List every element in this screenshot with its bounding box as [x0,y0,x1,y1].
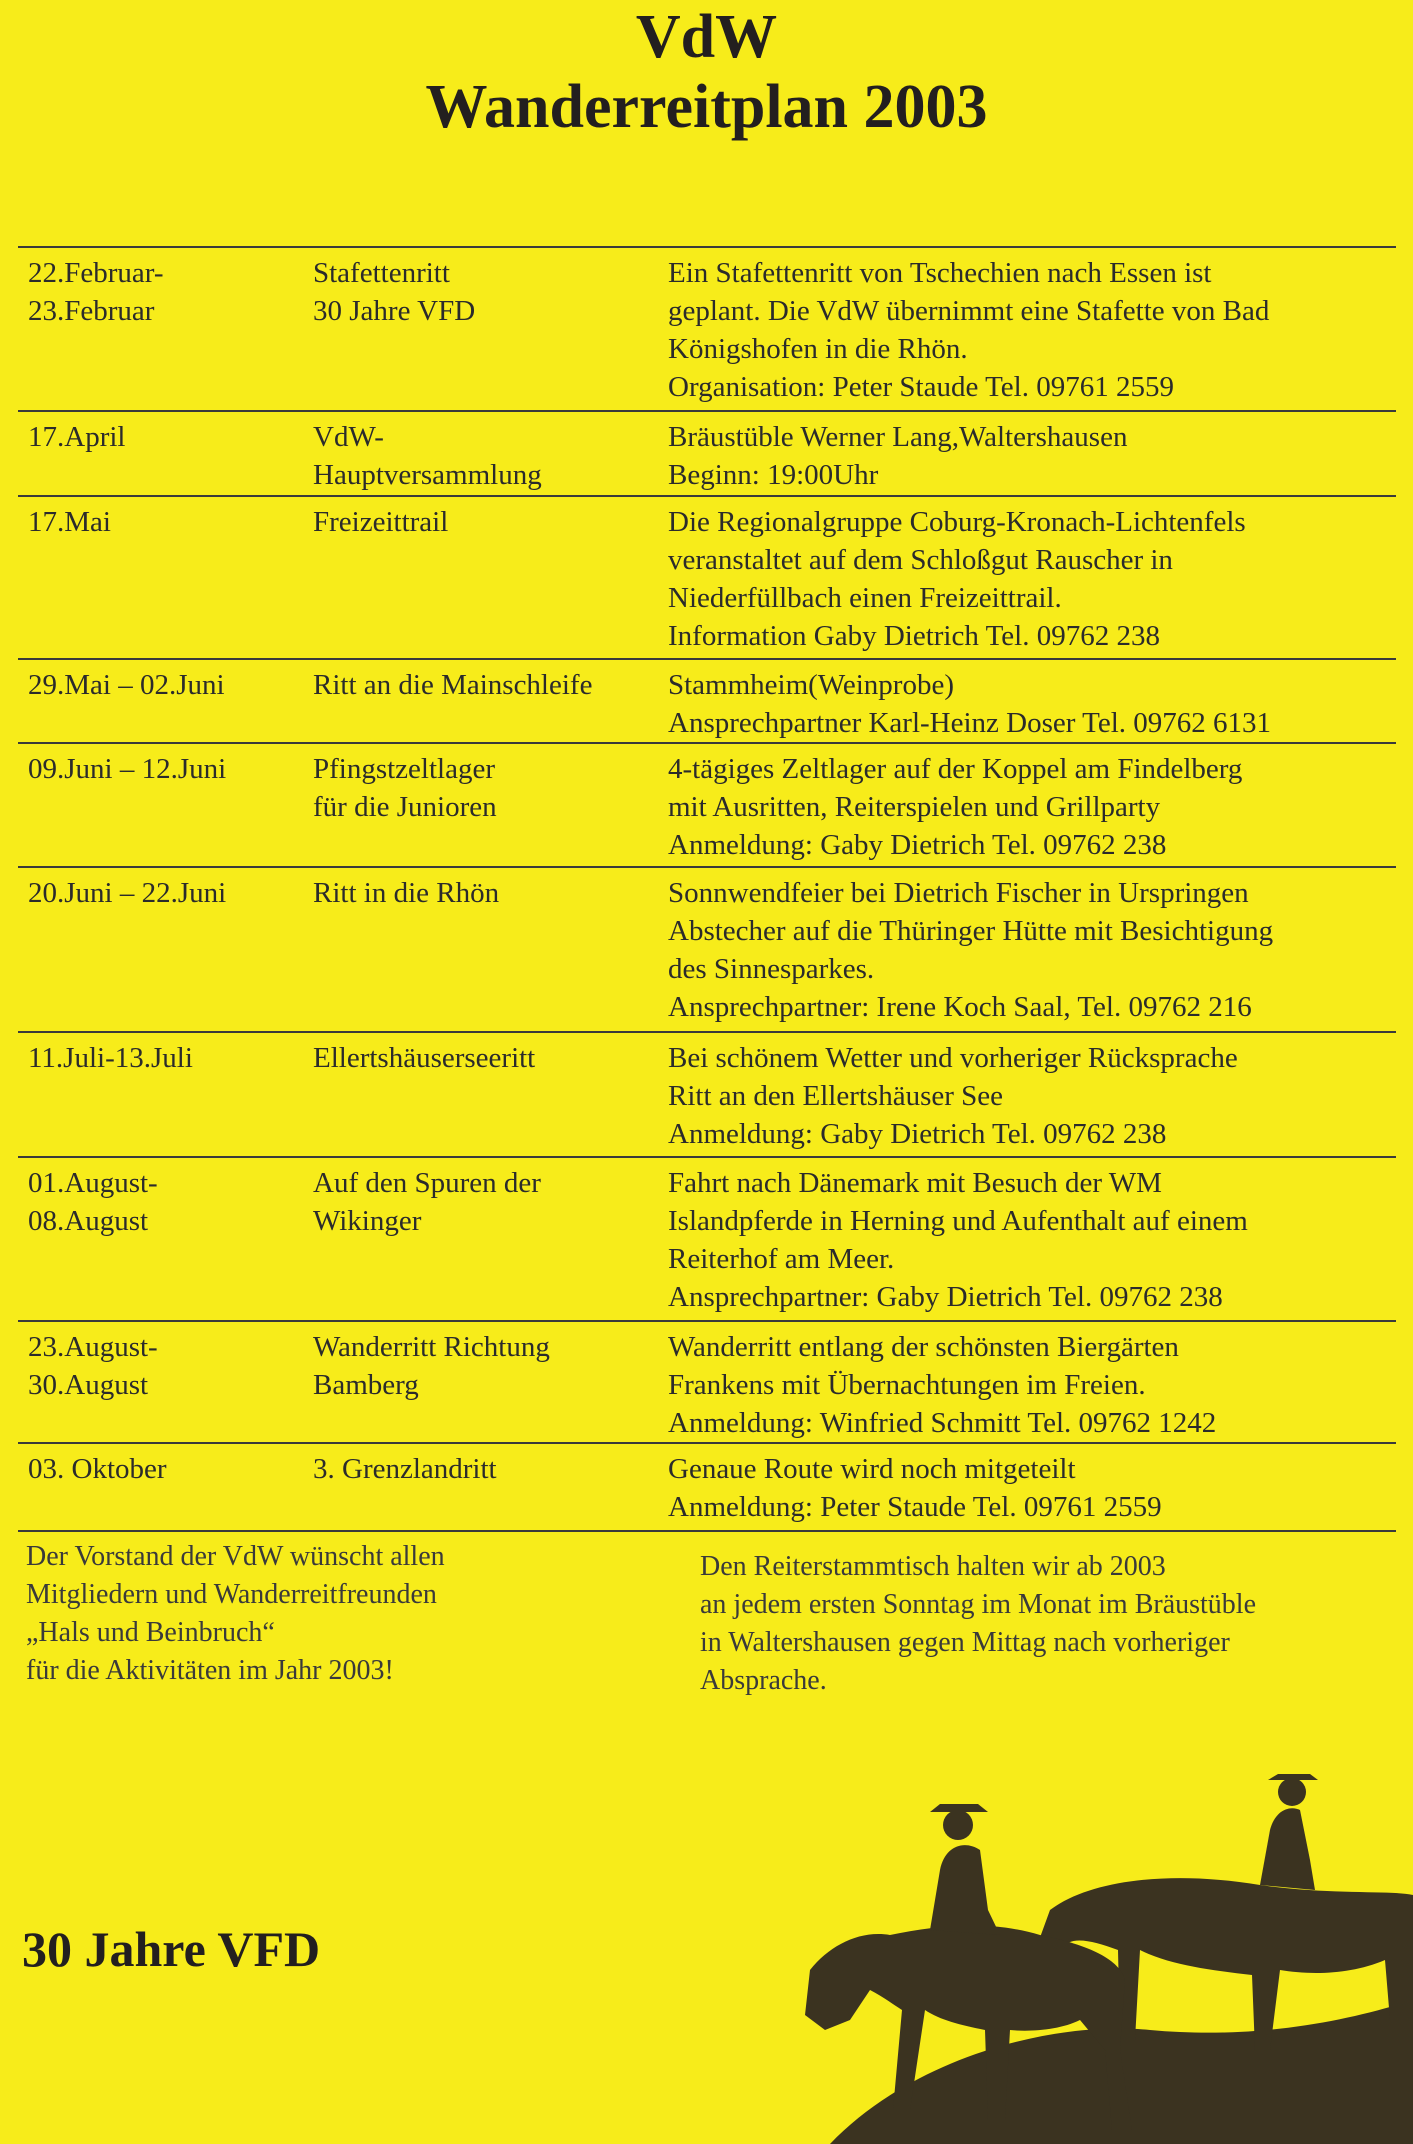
event-description: Genaue Route wird noch mitgeteilt Anmeldung: Peter Staude Tel. 09761 2559 [668,1453,1162,1523]
table-row [18,1031,1396,1156]
event-title: 3. Grenzlandritt [313,1453,497,1485]
stammtisch-note: Den Reiterstammtisch halten wir ab 2003 an jedem ersten Sonntag im Monat im Bräustüble in Waltershausen gegen Mittag nach vorheriger Absprache. [700,1551,1257,1696]
event-date: 11.Juli-13.Juli [28,1042,193,1074]
event-date: 20.Juni – 22.Juni [28,877,227,909]
horse-riders-silhouette-icon [790,1720,1413,2144]
event-description: Sonnwendfeier bei Dietrich Fischer in Urspringen Abstecher auf die Thüringer Hütte mit Besichtigung des Sinnesparkes. Ansprechpartner: Irene Koch Saal, Tel. 09762 216 [668,877,1274,1023]
table-row [18,866,1396,1031]
table-row [18,410,1396,495]
event-date: 22.Februar- 23.Februar [28,257,164,327]
event-title: Freizeittrail [313,506,449,538]
header-subtitle: Wanderreitplan 2003 [425,73,988,141]
event-description: Ein Stafettenritt von Tschechien nach Essen ist geplant. Die VdW übernimmt eine Stafette von Bad Königshofen in die Rhön. Organisation: Peter Staude Tel. 09761 2559 [668,257,1270,403]
event-date: 17.April [28,421,126,453]
event-title: Ritt an die Mainschleife [313,669,593,701]
event-description: Bei schönem Wetter und vorheriger Rücksprache Ritt an den Ellertshäuser See Anmeldung: Gaby Dietrich Tel. 09762 238 [668,1042,1238,1150]
event-description: Stammheim(Weinprobe) Ansprechpartner Karl-Heinz Doser Tel. 09762 6131 [668,669,1272,739]
table-row [18,1156,1396,1320]
event-title: VdW- Hauptversammlung [313,421,542,491]
event-description: Die Regionalgruppe Coburg-Kronach-Lichtenfels veranstaltet auf dem Schloßgut Rauscher in Niederfüllbach einen Freizeittrail. Information Gaby Dietrich Tel. 09762 238 [668,506,1246,652]
event-description: 4-tägiges Zeltlager auf der Koppel am Findelberg mit Ausritten, Reiterspielen und Grillparty Anmeldung: Gaby Dietrich Tel. 09762 238 [668,753,1243,861]
table-row [18,658,1396,742]
schedule-table [18,246,1396,1532]
event-description: Wanderritt entlang der schönsten Biergärten Frankens mit Übernachtungen im Freien. Anmeldung: Winfried Schmitt Tel. 09762 1242 [668,1331,1217,1439]
event-date: 03. Oktober [28,1453,167,1485]
table-row [18,495,1396,658]
header-title: VdW [635,3,778,71]
event-date: 29.Mai – 02.Juni [28,669,225,701]
event-date: 17.Mai [28,506,111,538]
event-date: 09.Juni – 12.Juni [28,753,227,785]
event-title: Ellertshäuserseeritt [313,1042,536,1074]
event-title: Ritt in die Rhön [313,877,500,909]
board-greeting: Der Vorstand der VdW wünscht allen Mitgliedern und Wanderreitfreunden „Hals und Beinbruch“ für die Aktivitäten im Jahr 2003! [26,1541,445,1686]
table-row [18,742,1396,866]
event-title: Auf den Spuren der Wikinger [313,1167,541,1237]
page-header [0,0,1413,142]
event-title: Wanderritt Richtung Bamberg [313,1331,550,1401]
anniversary-label: 30 Jahre VFD [22,1921,321,1977]
table-row [18,1320,1396,1442]
event-description: Fahrt nach Dänemark mit Besuch der WM Islandpferde in Herning und Aufenthalt auf einem Reiterhof am Meer. Ansprechpartner: Gaby Dietrich Tel. 09762 238 [668,1167,1248,1313]
event-title: Pfingstzeltlager für die Junioren [313,753,497,823]
table-row [18,1442,1396,1532]
event-title: Stafettenritt 30 Jahre VFD [313,257,476,327]
event-date: 23.August- 30.August [28,1331,158,1401]
table-row [18,246,1396,410]
event-date: 01.August- 08.August [28,1167,158,1237]
event-description: Bräustüble Werner Lang,Waltershausen Beginn: 19:00Uhr [668,421,1128,491]
